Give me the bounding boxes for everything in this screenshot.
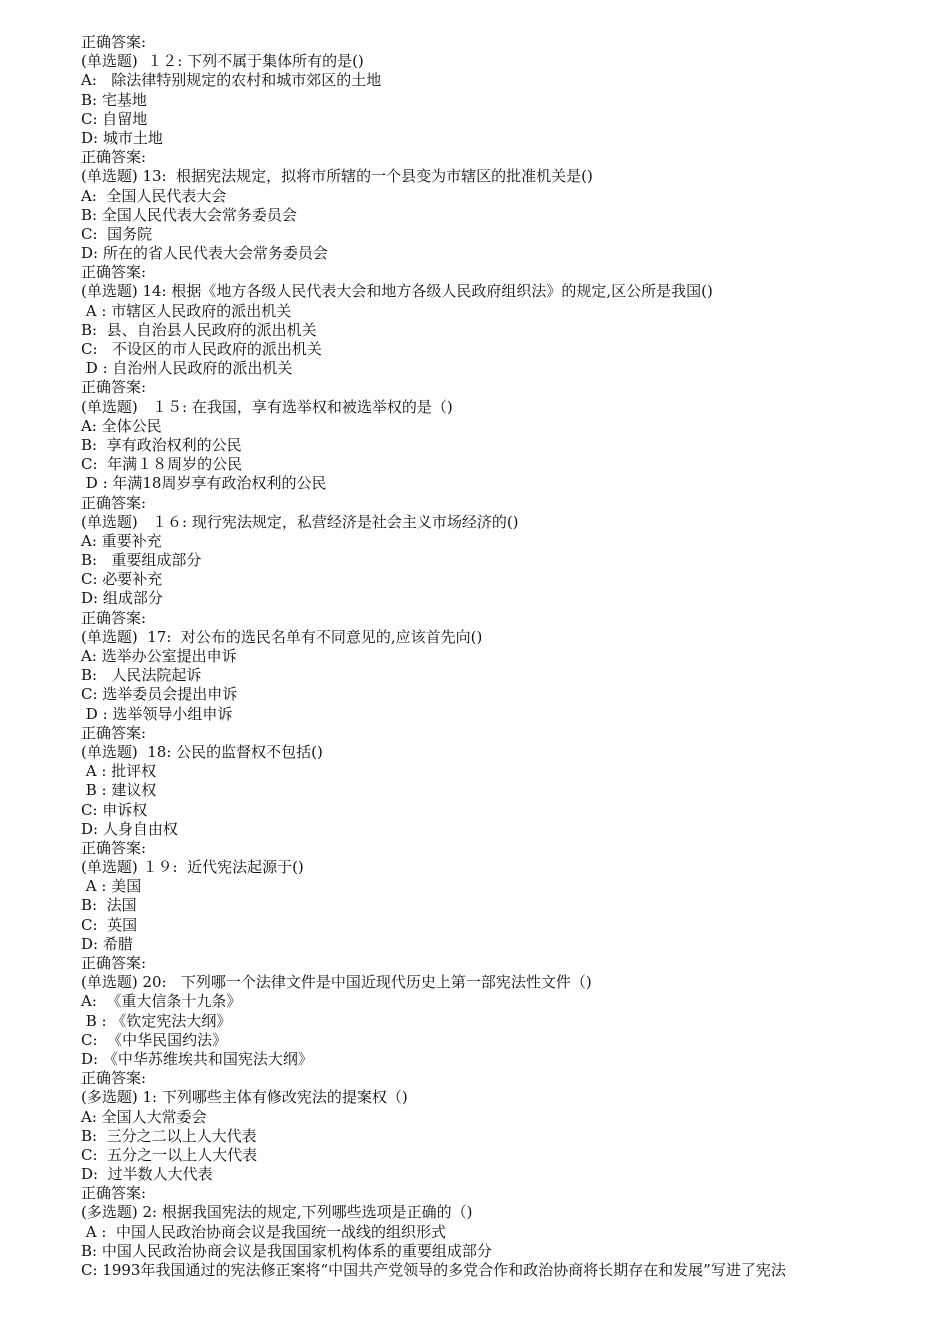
question-13: (单选题) 13: 根据宪法规定，拟将市所辖的一个县变为市辖区的批准机关是(): [81, 167, 593, 186]
answer-label: 正确答案:: [81, 1184, 147, 1203]
option-c: C: 自留地: [81, 109, 148, 128]
option-d: D: 希腊: [81, 934, 133, 953]
question-19: (单选题) １９: 近代宪法起源于(): [81, 858, 304, 877]
option-d: D: 组成部分: [81, 589, 163, 608]
answer-label: 正确答案:: [81, 838, 147, 857]
option-d: D: 人身自由权: [81, 819, 178, 838]
question-16: (单选题) １６: 现行宪法规定，私营经济是社会主义市场经济的(): [81, 512, 519, 531]
multi-question-2: (多选题) 2: 根据我国宪法的规定,下列哪些选项是正确的（): [81, 1203, 473, 1222]
answer-label: 正确答案:: [81, 378, 147, 397]
option-c: C: 必要补充: [81, 570, 163, 589]
option-a: A: 《重大信条十九条》: [81, 992, 242, 1011]
option-b: B : 建议权: [81, 781, 157, 800]
answer-label: 正确答案:: [81, 493, 147, 512]
option-a: A: 重要补充: [81, 531, 162, 550]
option-b: B: 中国人民政治协商会议是我国国家机构体系的重要组成部分: [81, 1241, 492, 1260]
option-a: A : 美国: [81, 877, 142, 896]
option-d: D: 《中华苏维埃共和国宪法大纲》: [81, 1049, 313, 1068]
option-b: B: 全国人民代表大会常务委员会: [81, 205, 297, 224]
option-d: D: 城市土地: [81, 128, 163, 147]
answer-label: 正确答案:: [81, 1069, 147, 1088]
option-d: D: 过半数人大代表: [81, 1165, 213, 1184]
answer-label: 正确答案:: [81, 608, 147, 627]
option-c: C: 申诉权: [81, 800, 148, 819]
answer-label: 正确答案:: [81, 263, 147, 282]
answer-label: 正确答案:: [81, 148, 147, 167]
option-c: C: 五分之一以上人大代表: [81, 1145, 258, 1164]
question-17: (单选题) 17: 对公布的选民名单有不同意见的,应该首先向(): [81, 627, 483, 646]
option-c: C: 英国: [81, 915, 138, 934]
option-c: C: 1993年我国通过的宪法修正案将“中国共产党领导的多党合作和政治协商将长期存在和发展”写进了宪法: [81, 1261, 786, 1279]
option-a: A : 中国人民政治协商会议是我国统一战线的组织形式: [81, 1222, 446, 1241]
option-d: D : 年满18周岁享有政治权利的公民: [81, 474, 327, 493]
option-b: B : 《钦定宪法大纲》: [81, 1011, 232, 1030]
question-14: (单选题) 14: 根据《地方各级人民代表大会和地方各级人民政府组织法》的规定,区公所是我国(): [81, 282, 713, 301]
option-b: B: 人民法院起诉: [81, 666, 202, 685]
option-b: B: 法国: [81, 896, 137, 915]
option-c: C: 国务院: [81, 224, 153, 243]
option-b: B: 重要组成部分: [81, 551, 202, 570]
option-c: C: 年满１８周岁的公民: [81, 455, 243, 474]
option-d: D : 自治州人民政府的派出机关: [81, 359, 293, 378]
option-a: A : 批评权: [81, 762, 157, 781]
option-d: D: 所在的省人民代表大会常务委员会: [81, 244, 328, 263]
option-a: A: 选举办公室提出申诉: [81, 647, 237, 665]
option-b: B: 县、自治县人民政府的派出机关: [81, 320, 317, 339]
answer-label: 正确答案:: [81, 33, 147, 51]
option-b: B: 三分之二以上人大代表: [81, 1126, 257, 1145]
question-12: (单选题) １２: 下列不属于集体所有的是(): [81, 52, 364, 71]
document-body: [81, 33, 881, 1280]
option-a: A : 市辖区人民政府的派出机关: [81, 301, 292, 320]
option-d: D : 选举领导小组申诉: [81, 704, 233, 723]
option-a: A: 全国人民代表大会: [81, 186, 227, 205]
option-b: B: 宅基地: [81, 90, 147, 109]
question-18: (单选题) 18: 公民的监督权不包括(): [81, 742, 323, 761]
option-c: C: 选举委员会提出申诉: [81, 685, 238, 704]
option-a: A: 全国人大常委会: [81, 1107, 207, 1126]
multi-question-1: (多选题) 1: 下列哪些主体有修改宪法的提案权（): [81, 1088, 408, 1107]
option-b: B: 享有政治权利的公民: [81, 435, 242, 454]
option-a: A: 除法律特别规定的农村和城市郊区的土地: [81, 71, 382, 90]
question-15: (单选题) １５: 在我国，享有选举权和被选举权的是（): [81, 397, 453, 416]
answer-label: 正确答案:: [81, 954, 147, 972]
option-c: C: 不设区的市人民政府的派出机关: [81, 340, 322, 358]
answer-label: 正确答案:: [81, 723, 147, 742]
option-c: C: 《中华民国约法》: [81, 1030, 228, 1049]
question-20: (单选题) 20: 下列哪一个法律文件是中国近现代历史上第一部宪法性文件（): [81, 973, 592, 992]
option-a: A: 全体公民: [81, 416, 162, 435]
